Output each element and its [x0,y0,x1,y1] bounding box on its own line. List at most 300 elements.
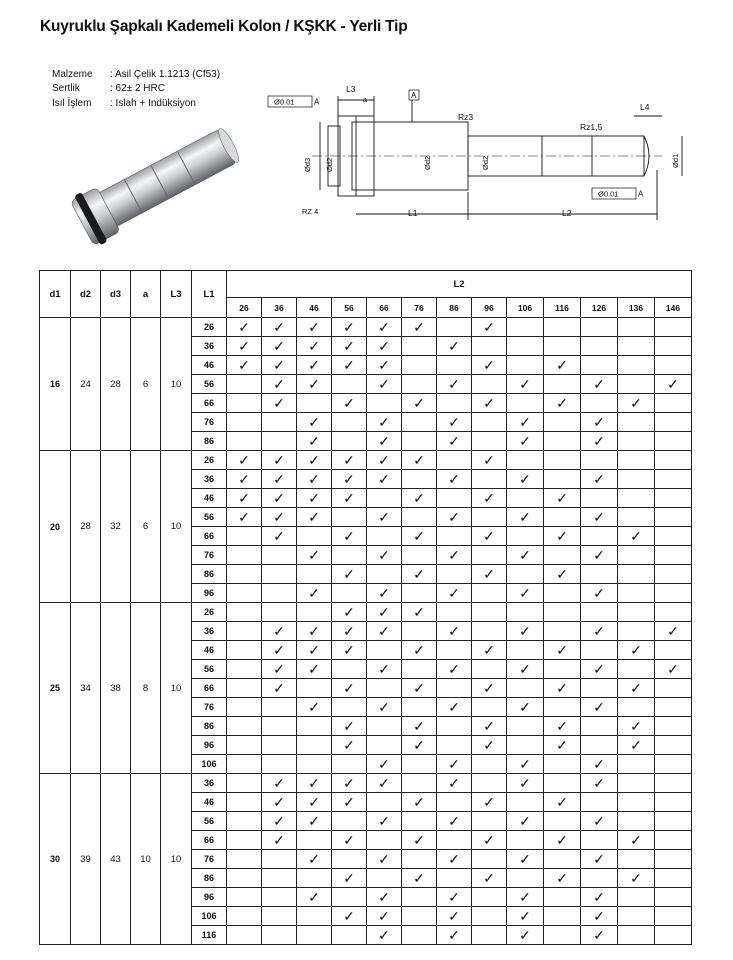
cell-l2-availability [297,432,332,451]
check-mark: ✓ [519,699,531,715]
cell-l2-availability [655,679,692,698]
cell-l2-availability [437,812,472,831]
cell-l2-availability [367,622,402,641]
cell-l2-availability [544,869,581,888]
check-mark: ✓ [448,756,460,772]
cell-l2-availability [507,432,544,451]
cell-l2-availability [618,698,655,717]
cell-l2-availability [507,622,544,641]
cell-l2-availability [332,413,367,432]
cell-l2-availability [262,394,297,413]
cell-l2-availability [437,603,472,622]
cell-l2-availability [581,831,618,850]
cell-l2-availability [581,907,618,926]
cell-l1: 36 [192,774,227,793]
cell-l2-availability [297,508,332,527]
check-mark: ✓ [630,680,642,696]
cell-l2-availability [437,641,472,660]
check-mark: ✓ [343,775,355,791]
check-mark: ✓ [378,604,390,620]
cell-l2-availability [297,641,332,660]
check-mark: ✓ [667,661,679,677]
check-mark: ✓ [413,395,425,411]
check-mark: ✓ [630,528,642,544]
cell-l2-availability [437,755,472,774]
cell-l2-availability [437,888,472,907]
runout-datum-2: A [638,189,644,199]
cell-l2-availability [544,793,581,812]
cell-l2-availability [544,432,581,451]
check-mark: ✓ [448,414,460,430]
cell-l2-availability [581,679,618,698]
cell-l2-availability [402,736,437,755]
cell-l2-availability [472,489,507,508]
check-mark: ✓ [343,680,355,696]
check-mark: ✓ [308,794,320,810]
cell-l2-availability [581,489,618,508]
cell-l2-availability [227,755,262,774]
cell-l2-availability [618,394,655,413]
dim-L3: L3 [346,84,356,94]
cell-l2-availability [507,508,544,527]
check-mark: ✓ [308,338,320,354]
check-mark: ✓ [308,376,320,392]
cell-d2: 28 [71,451,101,603]
cell-l2-availability [297,394,332,413]
cell-l2-availability [618,470,655,489]
cell-l2-availability [581,394,618,413]
check-mark: ✓ [378,699,390,715]
cell-l2-availability [655,774,692,793]
cell-l2-availability [367,603,402,622]
cell-l2-availability [655,831,692,850]
cell-l2-availability [262,375,297,394]
check-mark: ✓ [308,623,320,639]
cell-l2-availability [262,470,297,489]
cell-l2-availability [332,774,367,793]
cell-l2-availability [402,907,437,926]
cell-l2-availability [332,622,367,641]
check-mark: ✓ [448,433,460,449]
cell-l2-availability [402,926,437,945]
cell-l2-availability [655,546,692,565]
cell-l2-availability [472,736,507,755]
cell-l2-availability [367,565,402,584]
cell-l2-availability [581,774,618,793]
cell-l2-availability [227,584,262,603]
cell-l2-availability [581,546,618,565]
check-mark: ✓ [273,376,285,392]
cell-l2-availability [227,717,262,736]
material-specs [52,68,220,111]
roughness-rz3: Rz3 [458,112,474,122]
cell-l3: 10 [161,603,192,774]
cell-l2-availability [262,527,297,546]
check-mark: ✓ [556,737,568,753]
cell-l2-availability [262,508,297,527]
check-mark: ✓ [343,490,355,506]
check-mark: ✓ [378,623,390,639]
cell-l2-availability [367,451,402,470]
cell-l2-availability [367,888,402,907]
cell-d2: 24 [71,318,101,451]
cell-l2-availability [655,698,692,717]
cell-l2-availability [227,736,262,755]
check-mark: ✓ [519,756,531,772]
cell-l2-availability [618,546,655,565]
check-mark: ✓ [448,699,460,715]
cell-l2-availability [581,565,618,584]
cell-l2-availability [262,489,297,508]
check-mark: ✓ [519,908,531,924]
header-l2-value: 96 [472,298,507,318]
check-mark: ✓ [519,623,531,639]
cell-l1: 116 [192,926,227,945]
check-mark: ✓ [343,528,355,544]
cell-l2-availability [544,888,581,907]
cell-l2-availability [332,394,367,413]
cell-l2-availability [402,793,437,812]
cell-l2-availability [437,470,472,489]
cell-l2-availability [472,622,507,641]
check-mark: ✓ [448,813,460,829]
cell-l2-availability [507,584,544,603]
cell-l2-availability [472,717,507,736]
cell-l2-availability [544,850,581,869]
cell-l2-availability [332,603,367,622]
cell-l2-availability [655,736,692,755]
cell-l1: 56 [192,660,227,679]
check-mark: ✓ [238,319,250,335]
cell-l2-availability [437,318,472,337]
cell-l2-availability [367,641,402,660]
cell-l2-availability [618,755,655,774]
cell-l2-availability [367,774,402,793]
cell-l2-availability [227,660,262,679]
dim-L4: L4 [640,102,650,112]
cell-l2-availability [297,774,332,793]
cell-l2-availability [227,831,262,850]
cell-l2-availability [402,755,437,774]
cell-l1: 46 [192,793,227,812]
check-mark: ✓ [593,699,605,715]
cell-l2-availability [437,394,472,413]
check-mark: ✓ [273,490,285,506]
cell-l2-availability [507,698,544,717]
cell-l1: 86 [192,432,227,451]
check-mark: ✓ [378,338,390,354]
cell-l2-availability [332,489,367,508]
check-mark: ✓ [273,775,285,791]
cell-l2-availability [227,774,262,793]
check-mark: ✓ [483,718,495,734]
cell-l2-availability [507,679,544,698]
cell-d3: 43 [101,774,131,945]
roughness-rz1-5: Rz1,5 [580,122,603,132]
cell-l2-availability [472,793,507,812]
check-mark: ✓ [238,509,250,525]
check-mark: ✓ [343,338,355,354]
cell-d1: 30 [40,774,71,945]
cell-l2-availability [332,850,367,869]
check-mark: ✓ [273,528,285,544]
cell-l2-availability [402,774,437,793]
cell-l2-availability [227,812,262,831]
cell-l1: 56 [192,508,227,527]
cell-l2-availability [544,451,581,470]
check-mark: ✓ [343,718,355,734]
cell-l2-availability [655,888,692,907]
cell-l2-availability [472,451,507,470]
check-mark: ✓ [273,642,285,658]
cell-l2-availability [618,565,655,584]
cell-d1: 20 [40,451,71,603]
header-l2-value: 76 [402,298,437,318]
cell-l2-availability [544,546,581,565]
check-mark: ✓ [630,832,642,848]
check-mark: ✓ [556,718,568,734]
header-l3: L3 [161,271,192,318]
cell-l1: 46 [192,641,227,660]
check-mark: ✓ [378,509,390,525]
cell-l2-availability [544,698,581,717]
cell-l2-availability [367,812,402,831]
header-l1: L1 [192,271,227,318]
cell-l1: 96 [192,584,227,603]
cell-l2-availability [332,926,367,945]
cell-l2-availability [472,413,507,432]
cell-l2-availability [472,641,507,660]
cell-l2-availability [437,850,472,869]
cell-l1: 26 [192,603,227,622]
check-mark: ✓ [378,319,390,335]
check-mark: ✓ [308,509,320,525]
cell-l2-availability [297,717,332,736]
cell-l2-availability [262,356,297,375]
check-mark: ✓ [343,471,355,487]
cell-l2-availability [227,926,262,945]
check-mark: ✓ [378,756,390,772]
cell-l2-availability [437,926,472,945]
check-mark: ✓ [413,319,425,335]
check-mark: ✓ [593,756,605,772]
check-mark: ✓ [343,623,355,639]
cell-l2-availability [437,375,472,394]
cell-d2: 39 [71,774,101,945]
cell-l2-availability [544,717,581,736]
cell-l2-availability [332,356,367,375]
cell-l2-availability [367,489,402,508]
cell-l2-availability [297,660,332,679]
check-mark: ✓ [378,661,390,677]
cell-l2-availability [472,888,507,907]
cell-l2-availability [367,736,402,755]
spec-row-material [52,68,220,82]
cell-l2-availability [437,907,472,926]
cell-l2-availability [262,698,297,717]
check-mark: ✓ [593,376,605,392]
cell-l2-availability [437,869,472,888]
check-mark: ✓ [238,357,250,373]
check-mark: ✓ [308,813,320,829]
header-l2-value: 86 [437,298,472,318]
cell-l2-availability [227,622,262,641]
cell-l2-availability [655,318,692,337]
check-mark: ✓ [519,851,531,867]
check-mark: ✓ [593,433,605,449]
cell-l2-availability [297,831,332,850]
cell-l2-availability [402,375,437,394]
cell-l1: 46 [192,356,227,375]
check-mark: ✓ [448,775,460,791]
check-mark: ✓ [273,509,285,525]
cell-l1: 56 [192,812,227,831]
cell-a: 6 [131,318,161,451]
check-mark: ✓ [593,908,605,924]
cell-l1: 66 [192,394,227,413]
cell-d3: 38 [101,603,131,774]
cell-l2-availability [655,869,692,888]
cell-l2-availability [332,831,367,850]
cell-l1: 66 [192,831,227,850]
check-mark: ✓ [343,832,355,848]
cell-l2-availability [507,337,544,356]
cell-l2-availability [581,755,618,774]
cell-l2-availability [367,660,402,679]
spec-value: : Islah + Indüksiyon [110,97,196,109]
cell-l2-availability [332,546,367,565]
cell-l2-availability [472,432,507,451]
cell-l2-availability [544,337,581,356]
check-mark: ✓ [593,509,605,525]
check-mark: ✓ [556,680,568,696]
cell-l2-availability [581,375,618,394]
cell-l2-availability [332,508,367,527]
header-l2-value: 36 [262,298,297,318]
cell-l2-availability [367,413,402,432]
check-mark: ✓ [448,908,460,924]
table-row [40,318,692,337]
header-l2-value: 56 [332,298,367,318]
cell-l2-availability [507,717,544,736]
cell-l2-availability [332,451,367,470]
cell-l2-availability [544,831,581,850]
cell-l2-availability [367,717,402,736]
dim-L1: L1 [408,208,418,218]
cell-l2-availability [297,888,332,907]
cell-l2-availability [618,717,655,736]
check-mark: ✓ [343,908,355,924]
cell-l2-availability [262,660,297,679]
cell-d1: 16 [40,318,71,451]
check-mark: ✓ [308,851,320,867]
cell-l2-availability [507,869,544,888]
check-mark: ✓ [483,832,495,848]
table-row [40,451,692,470]
check-mark: ✓ [483,395,495,411]
cell-l2-availability [544,907,581,926]
check-mark: ✓ [593,775,605,791]
cell-l2-availability [507,565,544,584]
cell-l2-availability [262,888,297,907]
check-mark: ✓ [593,927,605,943]
cell-l2-availability [227,546,262,565]
cell-l2-availability [544,736,581,755]
cell-l2-availability [402,679,437,698]
cell-l2-availability [544,584,581,603]
check-mark: ✓ [413,566,425,582]
check-mark: ✓ [667,623,679,639]
cell-l2-availability [507,546,544,565]
cell-l2-availability [262,736,297,755]
cell-l2-availability [402,622,437,641]
check-mark: ✓ [343,319,355,335]
cell-l2-availability [581,432,618,451]
cell-l2-availability [227,698,262,717]
check-mark: ✓ [413,528,425,544]
check-mark: ✓ [273,319,285,335]
cell-l2-availability [472,831,507,850]
cell-l2-availability [618,508,655,527]
check-mark: ✓ [308,661,320,677]
cell-l3: 10 [161,451,192,603]
check-mark: ✓ [630,395,642,411]
check-mark: ✓ [556,528,568,544]
cell-l2-availability [618,375,655,394]
cell-l2-availability [332,869,367,888]
cell-l2-availability [227,888,262,907]
cell-l2-availability [297,318,332,337]
spec-label: Malzeme [52,69,93,80]
cell-l2-availability [581,584,618,603]
cell-l2-availability [297,926,332,945]
cell-l2-availability [297,337,332,356]
cell-l2-availability [544,926,581,945]
cell-l2-availability [507,394,544,413]
check-mark: ✓ [273,813,285,829]
cell-l2-availability [655,717,692,736]
check-mark: ✓ [556,357,568,373]
check-mark: ✓ [308,490,320,506]
cell-l2-availability [332,432,367,451]
check-mark: ✓ [593,661,605,677]
cell-l2-availability [472,755,507,774]
check-mark: ✓ [519,775,531,791]
check-mark: ✓ [593,851,605,867]
check-mark: ✓ [519,414,531,430]
header-l2-value: 46 [297,298,332,318]
cell-l2-availability [618,489,655,508]
cell-l2-availability [437,679,472,698]
check-mark: ✓ [378,547,390,563]
cell-l2-availability [367,318,402,337]
cell-l2-availability [544,508,581,527]
cell-l2-availability [507,375,544,394]
cell-l2-availability [227,565,262,584]
cell-l2-availability [437,546,472,565]
cell-d3: 32 [101,451,131,603]
cell-l2-availability [297,793,332,812]
cell-l2-availability [367,831,402,850]
check-mark: ✓ [308,585,320,601]
check-mark: ✓ [630,642,642,658]
cell-l2-availability [618,850,655,869]
cell-l2-availability [655,641,692,660]
header-row [40,271,692,298]
check-mark: ✓ [378,908,390,924]
cell-l2-availability [227,375,262,394]
cell-l2-availability [402,869,437,888]
